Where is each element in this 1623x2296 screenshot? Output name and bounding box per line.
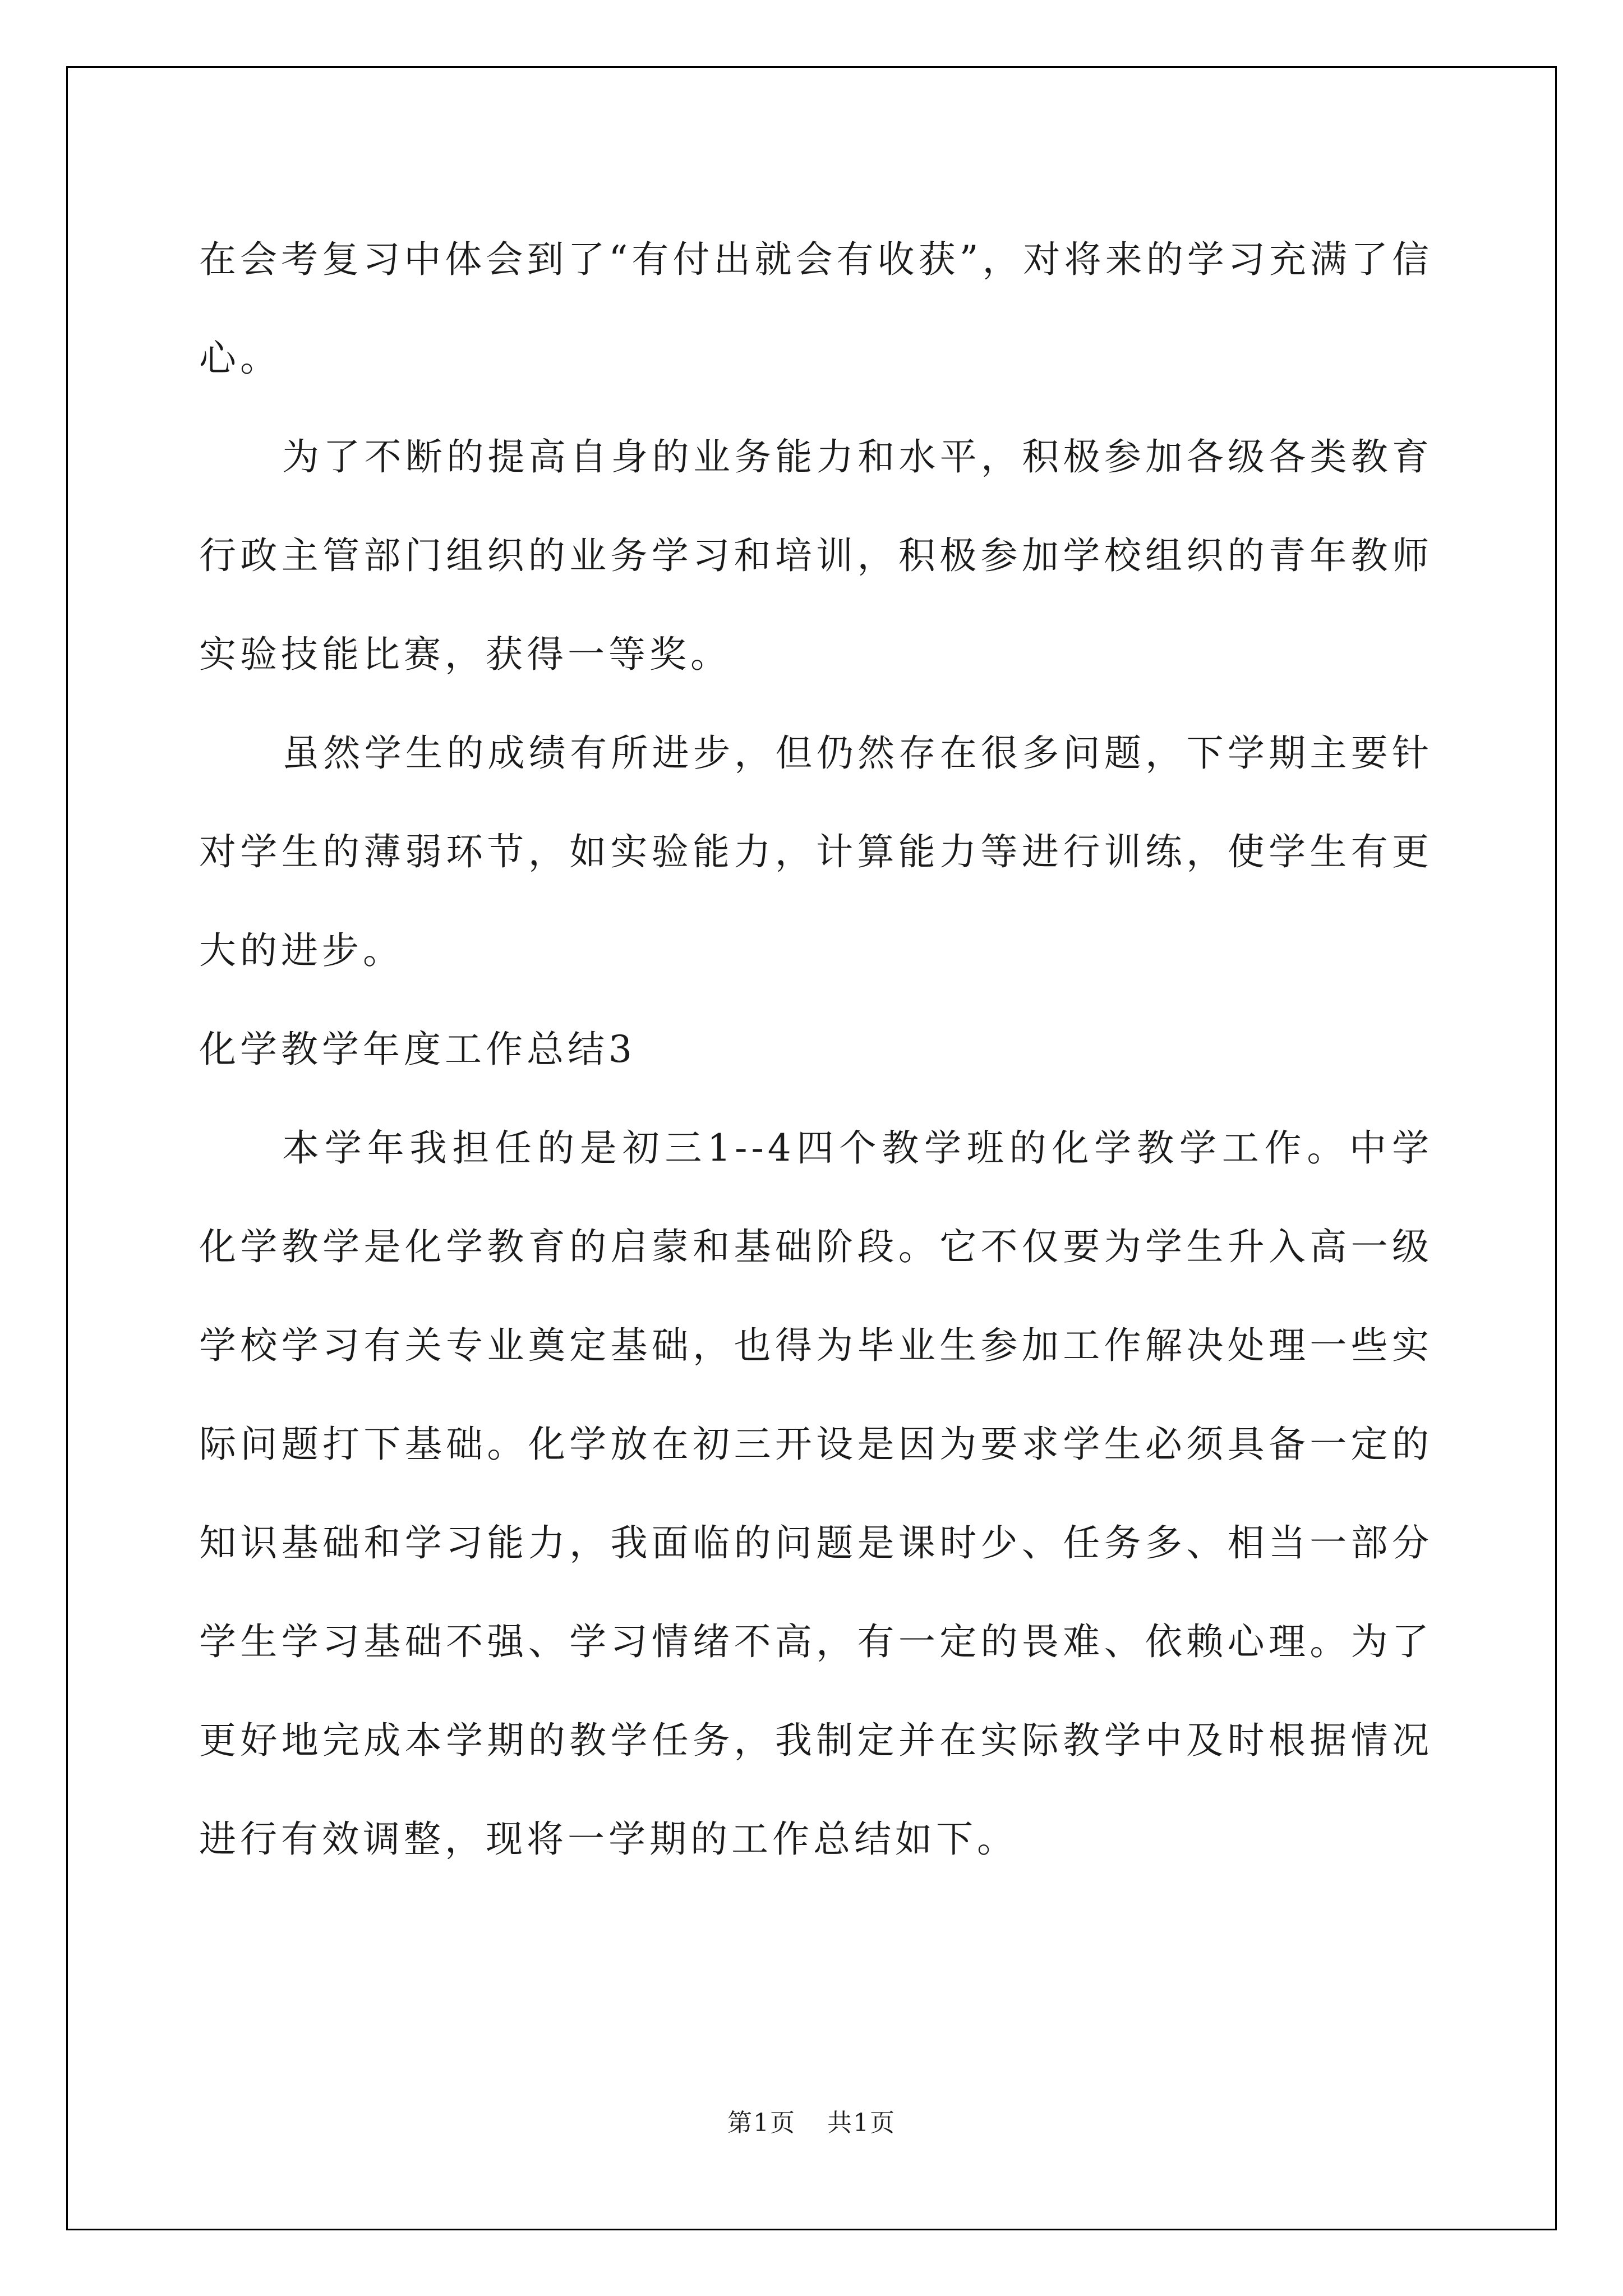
document-body [199, 210, 1433, 1889]
paragraph-progress: 虽然学生的成绩有所进步，但仍然存在很多问题，下学期主要针对学生的薄弱环节，如实验能力，计算能力等进行训练，使学生有更大的进步。 [199, 731, 1433, 972]
paragraph-continuation: 在会考复习中体会到了“有付出就会有收获”，对将来的学习充满了信心。 [199, 238, 1433, 380]
paragraph-intro: 本学年我担任的是初三1--4四个教学班的化学教学工作。中学化学教学是化学教育的启蒙和基础阶段。它不仅要为学生升入高一级学校学习有关专业奠定基础，也得为毕业生参加工作解决处理一些实际问题打下基础。化学放在初三开设是因为要求学生必须具备一定的知识基础和学习能力，我面临的问题是课时少、任务多、相当一部分学生学习基础不强、学习情绪不高，有一定的畏难、依赖心理。为了更好地完成本学期的教学任务，我制定并在实际教学中及时根据情况进行有效调整，现将一学期的工作总结如下。 [199, 1126, 1433, 1861]
section-heading: 化学教学年度工作总结3 [199, 1028, 636, 1071]
page-number-total: 共1页 [827, 2109, 896, 2137]
paragraph-training: 为了不断的提高自身的业务能力和水平，积极参加各级各类教育行政主管部门组织的业务学习和培训，积极参加学校组织的青年教师实验技能比赛，获得一等奖。 [199, 435, 1433, 676]
page-number-current: 第1页 [727, 2109, 796, 2137]
page-footer [0, 2102, 1623, 2138]
